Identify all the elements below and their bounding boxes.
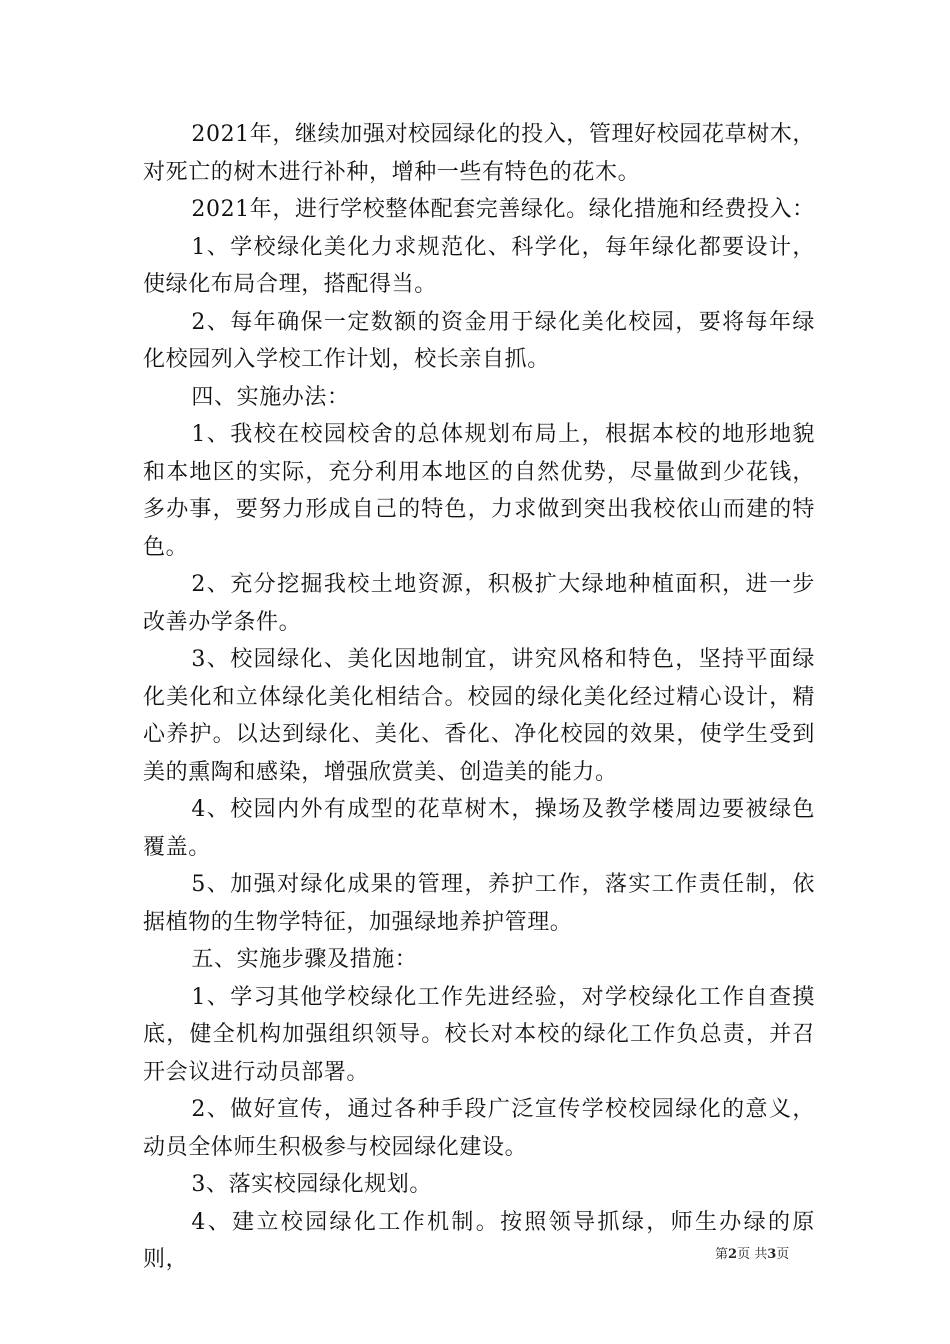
document-body	[143, 116, 815, 1279]
paragraph: 2、充分挖掘我校土地资源，积极扩大绿地种植面积，进一步改善办学条件。	[143, 572, 815, 635]
paragraph: 4、建立校园绿化工作机制。按照领导抓绿，师生办绿的原则，	[143, 1209, 815, 1272]
footer-middle: 页 共	[737, 1247, 768, 1262]
paragraph: 1、我校在校园校舍的总体规划布局上，根据本校的地形地貌和本地区的实际，充分利用本地区的自然优势，尽量做到少花钱，多办事，要努力形成自己的特色，力求做到突出我校依山而建的特色。	[143, 422, 815, 560]
paragraph: 1、学习其他学校绿化工作先进经验，对学校绿化工作自查摸底，健全机构加强组织领导。校长对本校的绿化工作负总责，并召开会议进行动员部署。	[143, 984, 815, 1085]
paragraph: 2021年，进行学校整体配套完善绿化。绿化措施和经费投入：	[191, 197, 815, 222]
paragraph: 2、做好宣传，通过各种手段广泛宣传学校校园绿化的意义，动员全体师生积极参与校园绿化建设。	[143, 1097, 815, 1160]
page-number-footer	[715, 1247, 789, 1263]
total-pages-number: 3	[767, 1247, 777, 1262]
section-heading: 四、实施办法：	[191, 384, 350, 410]
paragraph: 3、校园绿化、美化因地制宜，讲究风格和特色，坚持平面绿化美化和立体绿化美化相结合。校园的绿化美化经过精心设计，精心养护。以达到绿化、美化、香化、净化校园的效果，使学生受到美的熏陶和感染，增强欣赏美、创造美的能力。	[143, 647, 815, 785]
current-page-number: 2	[728, 1247, 738, 1262]
footer-suffix: 页	[776, 1247, 790, 1262]
paragraph: 5、加强对绿化成果的管理，养护工作，落实工作责任制，依据植物的生物学特征，加强绿地养护管理。	[143, 872, 815, 935]
paragraph: 4、校园内外有成型的花草树木，操场及教学楼周边要被绿色覆盖。	[143, 797, 815, 860]
paragraph: 2、每年确保一定数额的资金用于绿化美化校园，要将每年绿化校园列入学校工作计划，校长亲自抓。	[143, 309, 815, 372]
paragraph: 3、落实校园绿化规划。	[191, 1172, 432, 1197]
paragraph: 1、学校绿化美化力求规范化、科学化，每年绿化都要设计，使绿化布局合理，搭配得当。	[143, 234, 815, 297]
footer-prefix: 第	[715, 1247, 729, 1262]
section-heading: 五、实施步骤及措施：	[191, 947, 418, 972]
paragraph: 2021年，继续加强对校园绿化的投入，管理好校园花草树木，对死亡的树木进行补种，增种一些有特色的花木。	[143, 122, 815, 185]
